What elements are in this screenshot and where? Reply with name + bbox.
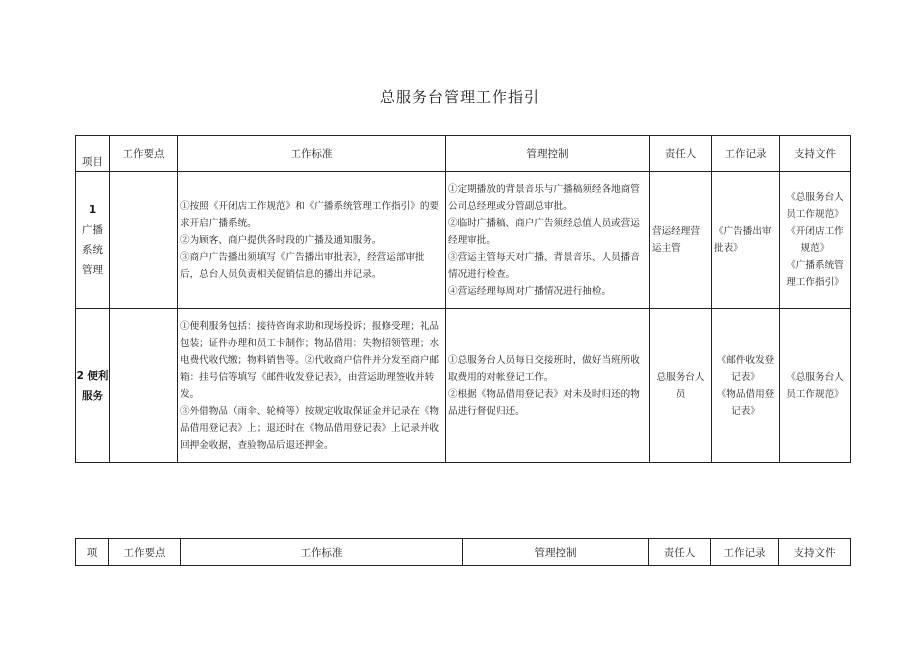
row-item-name: 便利 服务	[82, 369, 109, 402]
row-item	[76, 172, 110, 309]
header-key-points: 工作要点	[110, 136, 178, 172]
header-item: 项	[76, 539, 109, 566]
table-header-row	[76, 136, 851, 172]
table-header-row	[76, 539, 851, 566]
header-record: 工作记录	[712, 136, 780, 172]
row-key-points	[110, 172, 178, 309]
header-control: 管理控制	[463, 539, 649, 566]
header-item: 项目	[76, 136, 110, 172]
row-record: 《广告播出审批表》	[712, 172, 780, 309]
row-item-number: 2	[76, 369, 84, 382]
row-standard: ①便利服务包括：接待咨询求助和现场投诉；报修受理；礼品包装；证件办理和员工卡制作；物品借用：失物招领管理；水电费代收代缴；物料销售等。②代收商户信件并分发至商户邮箱：挂号信等填写《邮件收发登记表》，由营运助理签收并转发。 ③外借物品（雨伞、轮椅等）按规定收取保证金并记录在《物品借用登记表》上；退还时在《物品借用登记表》上记录并收回押金收据，查验物品后退还押金。	[178, 309, 446, 463]
header-owner: 责任人	[650, 136, 712, 172]
row-owner: 营运经理营运主管	[650, 172, 712, 309]
row-item	[76, 309, 110, 463]
guideline-table-continued	[75, 538, 851, 566]
row-item-name: 广播 系统 管理	[82, 224, 103, 276]
document-title: 总服务台管理工作指引	[379, 88, 540, 106]
row-docs: 《总服务台人员工作规范》 《开闭店工作规范》 《广播系统管理工作指引》	[780, 172, 851, 309]
header-record: 工作记录	[711, 539, 779, 566]
header-docs: 支持文件	[780, 136, 851, 172]
header-standard: 工作标准	[181, 539, 463, 566]
header-control: 管理控制	[446, 136, 650, 172]
header-standard: 工作标准	[178, 136, 446, 172]
row-key-points	[110, 309, 178, 463]
row-control: ①定期播放的背景音乐与广播稿须经各地商管公司总经理或分管副总审批。 ②临时广播稿、商户广告须经总值人员或营运经理审批。 ③营运主管每天对广播、背景音乐、人员播音情况进行检查。 ④营运经理每周对广播情况进行抽检。	[446, 172, 650, 309]
row-control: ①总服务台人员每日交接班时，做好当班所收取费用的对帐登记工作。 ②根据《物品借用登记表》对未及时归还的物品进行督促归还。	[446, 309, 650, 463]
table-row-broadcast	[76, 172, 851, 309]
row-item-number: 1	[88, 204, 97, 216]
guideline-table	[75, 135, 851, 463]
header-key-points: 工作要点	[109, 539, 181, 566]
header-docs: 支持文件	[779, 539, 851, 566]
row-record: 《邮件收发登记表》 《物品借用登记表》	[712, 309, 780, 463]
table-row-convenience	[76, 309, 851, 463]
row-docs: 《总服务台人员工作规范》	[780, 309, 851, 463]
row-owner: 总服务台人员	[650, 309, 712, 463]
row-standard: ①按照《开闭店工作规范》和《广播系统管理工作指引》的要求开启广播系统。 ②为顾客、商户提供各时段的广播及通知服务。 ③商户广告播出须填写《广告播出审批表》，经营运部审批后，总台人员负责相关促销信息的播出并记录。	[178, 172, 446, 309]
header-owner: 责任人	[649, 539, 711, 566]
